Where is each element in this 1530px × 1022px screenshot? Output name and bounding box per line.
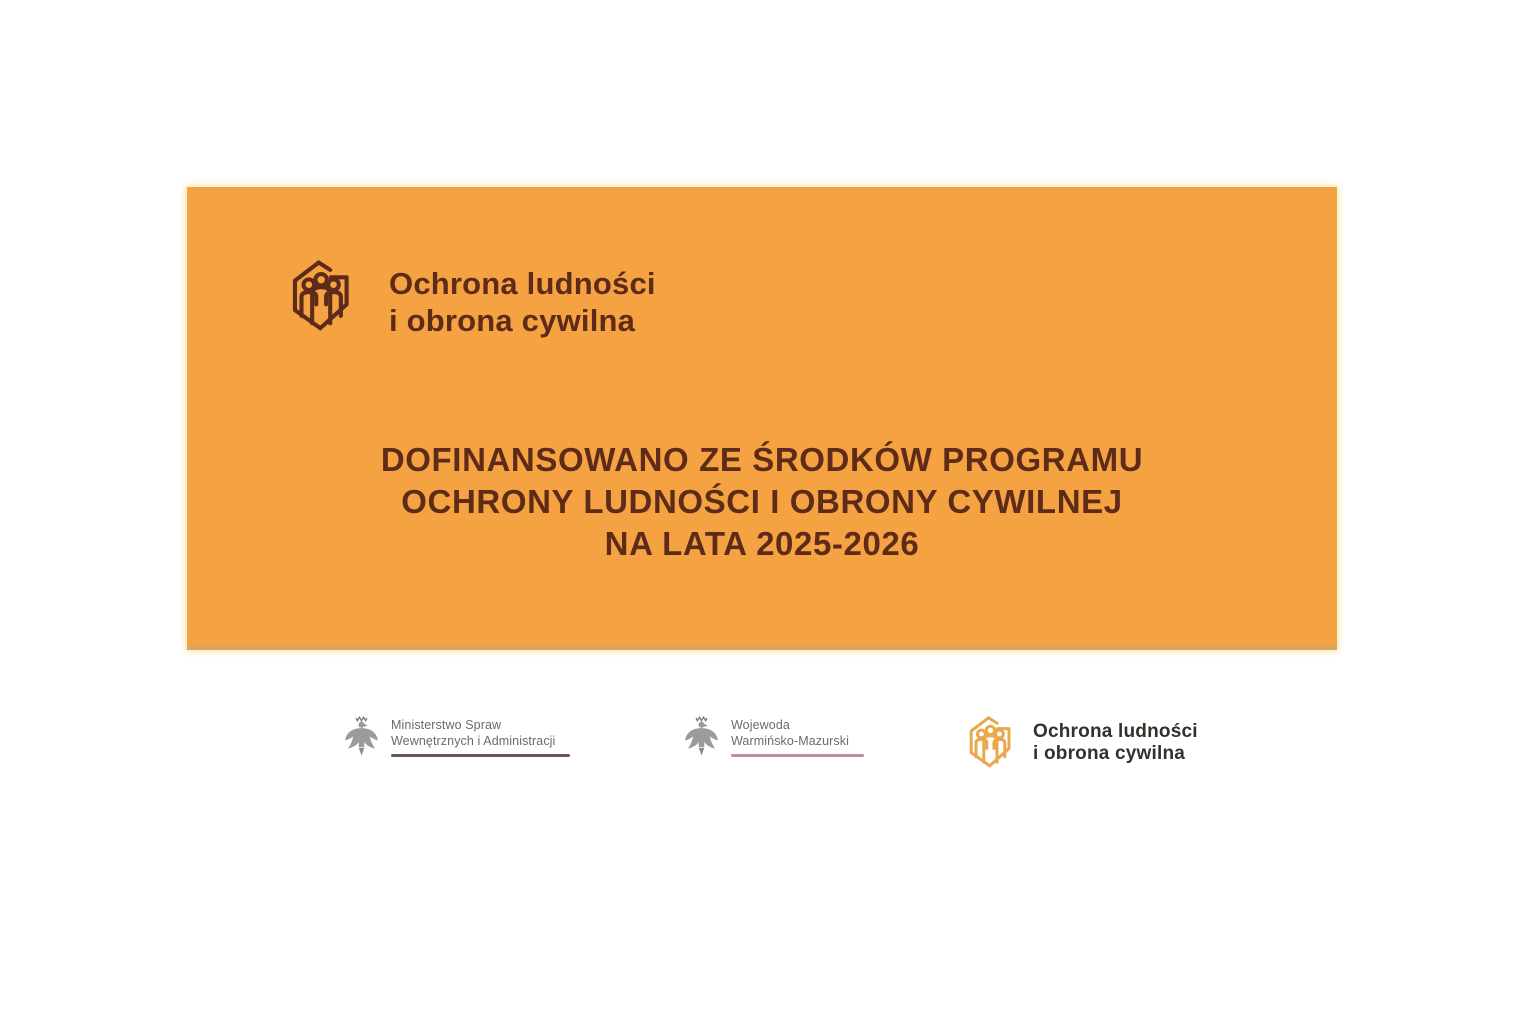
funding-banner [187, 187, 1337, 650]
voivode-name-line1: Wojewoda [731, 718, 790, 733]
ministry-underline [391, 754, 570, 757]
program-brand-name [389, 249, 656, 339]
voivode-name-line2: Warmińsko-Mazurski [731, 733, 850, 748]
ministry-name-line2: Wewnętrznych i Administracji [391, 733, 556, 748]
logo-ministry-of-interior [341, 712, 570, 763]
brand-name-line1: Ochrona ludności [389, 266, 656, 301]
logo-voivode [681, 712, 864, 763]
shelter-people-icon-gold [961, 710, 1021, 776]
program-logo-line2: i obrona cywilna [1033, 743, 1186, 764]
shelter-people-icon [281, 249, 363, 345]
polish-eagle-icon [341, 712, 382, 763]
program-logo-line1: Ochrona ludności [1033, 721, 1198, 742]
polish-eagle-icon [681, 712, 722, 763]
logo-civil-protection-program [961, 710, 1198, 776]
ministry-name-line1: Ministerstwo Spraw [391, 718, 502, 732]
funding-statement-line3: NA LATA 2025-2026 [604, 525, 920, 562]
funding-statement-line1: DOFINANSOWANO ZE ŚRODKÓW PROGRAMU [380, 441, 1144, 478]
voivode-underline [731, 754, 864, 757]
brand-name-line2: i obrona cywilna [389, 303, 636, 338]
program-brand-lockup [281, 249, 656, 345]
funding-statement-line2: OCHRONY LUDNOŚCI I OBRONY CYWILNEJ [401, 483, 1123, 520]
funding-statement [187, 439, 1337, 565]
